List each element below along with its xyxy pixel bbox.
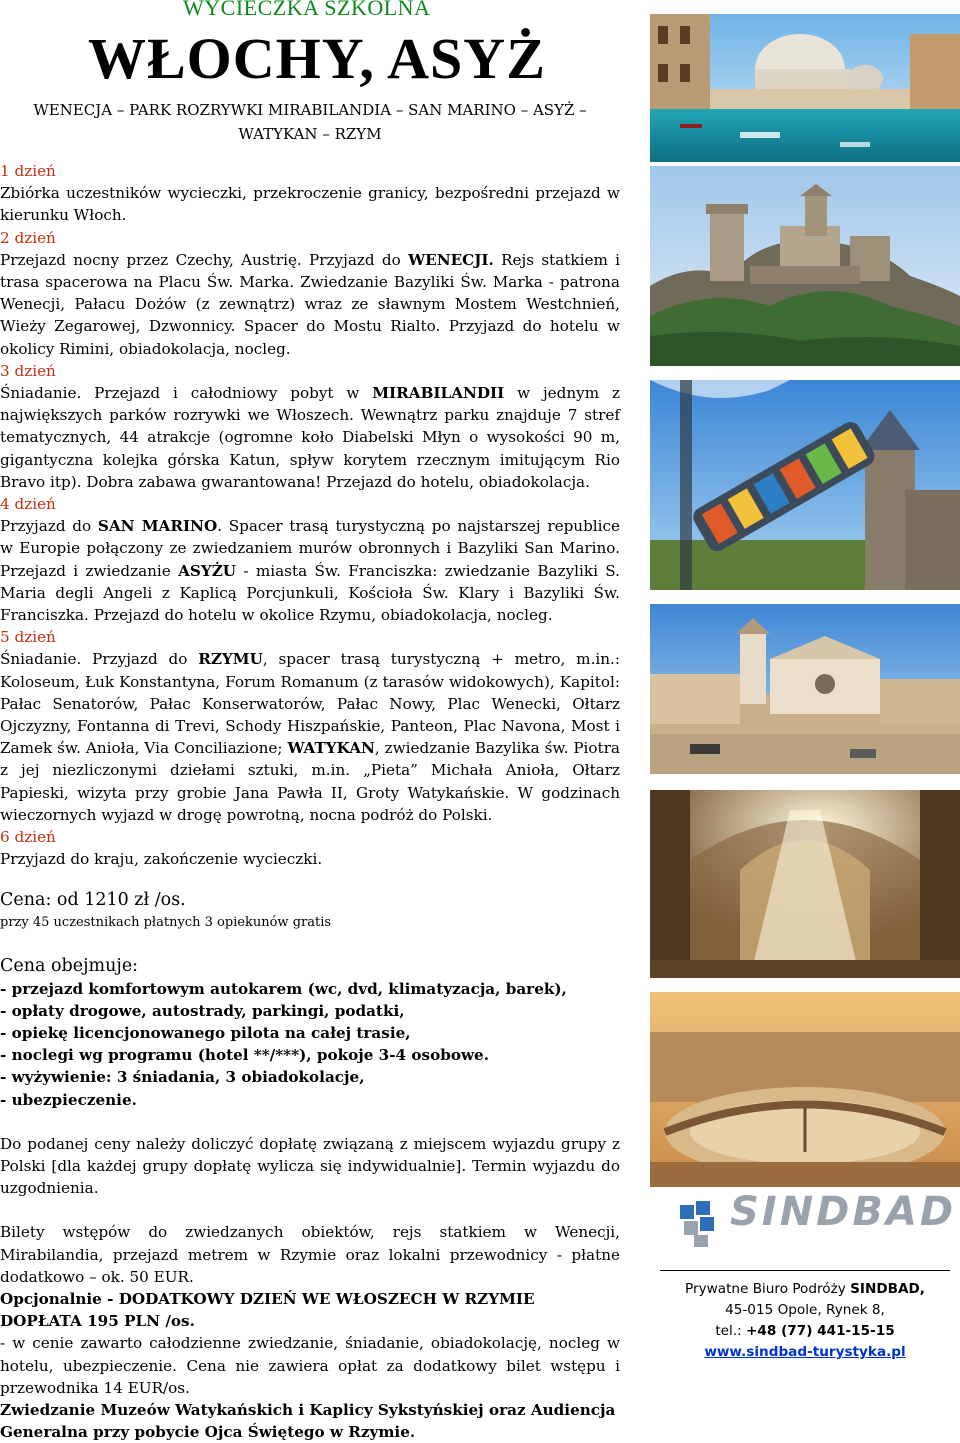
- day-2-text: [0, 249, 620, 360]
- agency-address: 45-015 Opole, Rynek 8,: [725, 1302, 885, 1318]
- agency-name-prefix: Prywatne Biuro Podróży: [685, 1281, 851, 1297]
- route-line-2: WATYKAN – RZYM: [238, 125, 382, 143]
- price-label: Cena: od 1210 zł /os.: [0, 889, 186, 910]
- itinerary: [0, 160, 620, 1443]
- san-marino-photo: [650, 166, 960, 366]
- phone-prefix: tel.:: [715, 1323, 747, 1339]
- day-5-text: [0, 648, 620, 826]
- optional-day-price: DOPŁATA 195 PLN /os.: [0, 1312, 195, 1331]
- day-3-text-part: w jednym z największych parków rozrywki we Włoszech. Wewnątrz parku znajduje 7 stref tematycznych, 44 atrakcje (ogromne koło Diabelski Młyn o wysokości 90 m, gigantyczna kolejka górska Katun, spływ korytem rzecznym imitującym Rio Bravo itp). Dobra zabawa gwarantowana! Przejazd do hotelu, obiadokolacja.: [0, 384, 620, 491]
- agency-phone: [660, 1321, 950, 1342]
- day-3-highlight: MIRABILANDII: [372, 384, 505, 403]
- includes-item: - noclegi wg programu (hotel **/***), pokoje 3-4 osobowe.: [0, 1046, 489, 1065]
- surcharge-note: Do podanej ceny należy doliczyć dopłatę związaną z miejscem wyjazdu grupy z Polski [dla każdej grupy dopłatę wylicza się indywidualnie]. Termin wyjazdu do uzgodnienia.: [0, 1134, 620, 1198]
- day-5-text-part: Śniadanie. Przyjazd do: [0, 650, 199, 669]
- includes-list: [0, 978, 620, 1111]
- includes-heading: Cena obejmuje:: [0, 955, 139, 976]
- day-2-text-part: Rejs statkiem i trasa spacerowa na Placu Św. Marka. Zwiedzanie Bazyliki Św. Marka - patrona Wenecji, Pałacu Dożów (z zewnątrz) wraz ze sławnym Mostem Westchnień, Wieży Zegarowej, Dzwonnicy. Spacer do Mostu Rialto. Przyjazd do hotelu w okolicy Rimini, obiadokolacja, nocleg.: [0, 250, 620, 358]
- route-subtitle: [0, 98, 620, 146]
- agency-website-link[interactable]: www.sindbad-turystyka.pl: [704, 1344, 906, 1360]
- includes-item: - ubezpieczenie.: [0, 1090, 137, 1109]
- day-5-highlight: WATYKAN: [287, 739, 375, 758]
- day-1-heading: 1 dzień: [0, 162, 56, 180]
- day-4-text: [0, 515, 620, 626]
- logo-wordmark: SINDBAD: [730, 1189, 957, 1235]
- vatican-note: Zwiedzanie Muzeów Watykańskich i Kaplicy Sykstyńskiej oraz Audiencja Generalna przy pobycie Ojca Świętego w Rzymie.: [0, 1400, 616, 1442]
- day-6-heading: 6 dzień: [0, 828, 56, 847]
- agency-name-bold: SINDBAD,: [850, 1281, 925, 1297]
- day-4-text-part: - miasta Św. Franciszka: zwiedzanie Bazyliki S. Maria degli Angeli z Kaplicą Porcjunkuli, Kościoła Św. Klary i Bazyliki Św. Franciszka. Przejazd do hotelu w okolice Rzymu, obiadokolacja, nocleg.: [0, 561, 620, 625]
- includes-item: - przejazd komfortowym autokarem (wc, dvd, klimatyzacja, barek),: [0, 979, 567, 998]
- st-peters-square-photo: [650, 992, 960, 1187]
- price-note: przy 45 uczestnikach płatnych 3 opiekunów gratis: [0, 914, 332, 930]
- day-3-text: [0, 382, 620, 493]
- day-4-text-part: . Spacer trasą turystyczną po najstarszej republice w Europie połączony ze zwiedzaniem murów obronnych i Bazyliki San Marino. Przejazd i zwiedzanie: [0, 517, 621, 580]
- photo-column: [650, 14, 960, 1187]
- agency-contact: [660, 1270, 950, 1363]
- agency-name: [660, 1279, 950, 1300]
- day-2-text-part: Przejazd nocny przez Czechy, Austrię. Przyjazd do: [0, 250, 409, 269]
- day-2-highlight: WENECJI.: [408, 250, 494, 269]
- mirabilandia-photo: [650, 380, 960, 590]
- day-4-highlight: ASYŻU: [178, 561, 237, 580]
- day-5-text-part: , zwiedzanie Bazylika św. Piotra z jej niezliczonymi dziełami sztuki, m.in. „Pieta” Michała Anioła, Ołtarz Papieski, wizyta przy grobie Jana Pawła II, Groty Watykańskie. W godzinach wieczornych wyjazd w drogę powrotną, nocna podróż do Polski.: [0, 739, 620, 824]
- optional-day-heading: Opcjonalnie - DODATKOWY DZIEŃ WE WŁOSZECH W RZYMIE: [0, 1289, 535, 1308]
- day-2-heading: 2 dzień: [0, 228, 56, 247]
- optional-day-text: - w cenie zawarto całodzienne zwiedzanie, śniadanie, obiadokolację, nocleg w hotelu, ubezpieczenie. Cena nie zawiera opłat za dodatkowy bilet wstępu i przewodnika 14 EUR/os.: [0, 1334, 620, 1397]
- day-6-text: Przyjazd do kraju, zakończenie wycieczki.: [0, 850, 323, 869]
- tickets-note: Bilety wstępów do zwiedzanych obiektów, rejs statkiem w Wenecji, Mirabilandia, przejazd metrem w Rzymie oraz lokalni przewodnicy - płatne dodatkowo – ok. 50 EUR.: [0, 1223, 620, 1286]
- venice-photo: [650, 14, 960, 162]
- logo-mark: [680, 1201, 714, 1247]
- assisi-photo: [650, 604, 960, 774]
- day-1-text: Zbiórka uczestników wycieczki, przekroczenie granicy, bezpośredni przejazd w kierunku Włoch.: [0, 184, 620, 225]
- day-5-text-part: , spacer trasą turystyczną + metro, m.in.: Koloseum, Łuk Konstantyna, Forum Romanum (z tarasów widokowych), Kapitol: Pałac Senatorów, Pałac Konserwatorów, Pałac Nowy, Plac Wenecki, Ołtarz Ojczyzny, Fontanna di Trevi, Schody Hiszpańskie, Panteon, Plac Navona, Most i Zamek św. Anioła, Via Conciliazione;: [0, 650, 620, 758]
- day-5-heading: 5 dzień: [0, 628, 56, 647]
- includes-item: - wyżywienie: 3 śniadania, 3 obiadokolacje,: [0, 1068, 365, 1087]
- includes-item: - opłaty drogowe, autostrady, parkingi, podatki,: [0, 1001, 405, 1020]
- day-3-heading: 3 dzień: [0, 361, 56, 380]
- day-4-heading: 4 dzień: [0, 495, 56, 514]
- includes-item: - opiekę licencjonowanego pilota na całej trasie,: [0, 1023, 411, 1042]
- basilica-interior-photo: [650, 790, 960, 978]
- day-5-highlight: RZYMU: [198, 650, 263, 669]
- phone-number: +48 (77) 441-15-15: [746, 1323, 895, 1339]
- trip-type-label: WYCIECZKA SZKOLNA: [183, 0, 431, 20]
- sindbad-logo: [680, 1189, 957, 1255]
- day-3-text-part: Śniadanie. Przejazd i całodniowy pobyt w: [0, 384, 373, 403]
- page-title: WŁOCHY, ASYŻ: [88, 26, 546, 91]
- route-line-1: WENECJA – PARK ROZRYWKI MIRABILANDIA – SAN MARINO – ASYŻ –: [33, 101, 587, 119]
- day-4-text-part: Przyjazd do: [0, 517, 98, 536]
- day-4-highlight: SAN MARINO: [97, 517, 218, 536]
